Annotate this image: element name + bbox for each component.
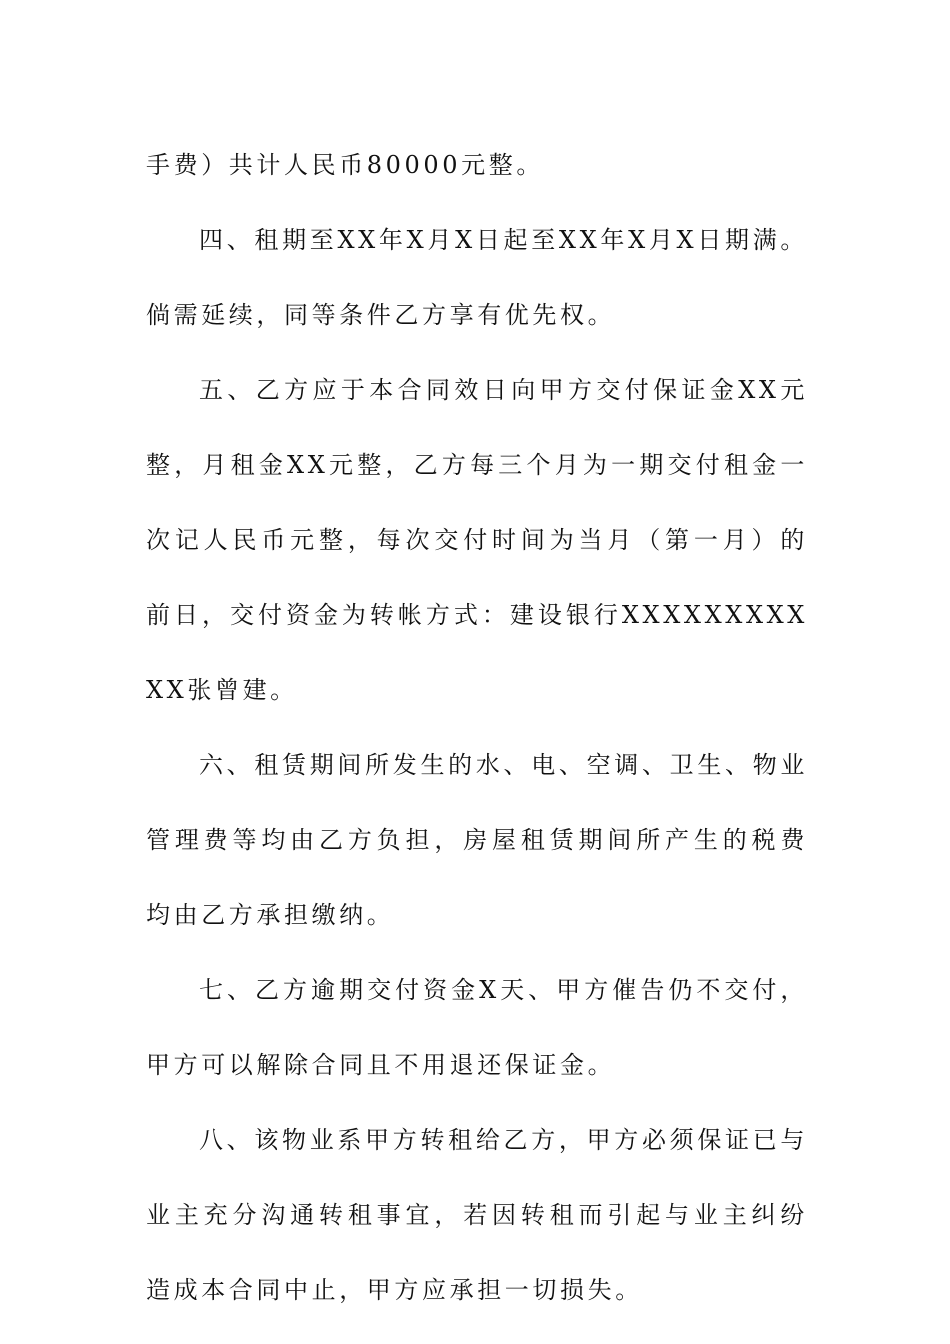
paragraph-fee-total: 手费）共计人民币80000元整。 [146,151,544,179]
paragraph-deposit-rent: 五、乙方应于本合同效日向甲方交付保证金XX元整，月租金XX元整，乙方每三个月为一期交付租金一次记人民币元整，每次交付时间为当月（第一月）的前日，交付资金为转帐方式：建设银行XXXXXXXXXXX张曾建。 [146,376,808,704]
paragraph-late-payment: 七、乙方逾期交付资金X天、甲方催告仍不交付，甲方可以解除合同且不用退还保证金。 [146,976,808,1079]
document-body [146,128,808,1328]
paragraph-lease-term: 四、租期至XX年X月X日起至XX年X月X日期满。倘需延续，同等条件乙方享有优先权。 [146,226,808,329]
paragraph-utilities-taxes: 六、租赁期间所发生的水、电、空调、卫生、物业管理费等均由乙方负担，房屋租赁期间所产生的税费均由乙方承担缴纳。 [146,751,808,929]
paragraph-sublease: 八、该物业系甲方转租给乙方，甲方必须保证已与业主充分沟通转租事宜，若因转租而引起与业主纠纷造成本合同中止，甲方应承担一切损失。 [146,1126,808,1304]
